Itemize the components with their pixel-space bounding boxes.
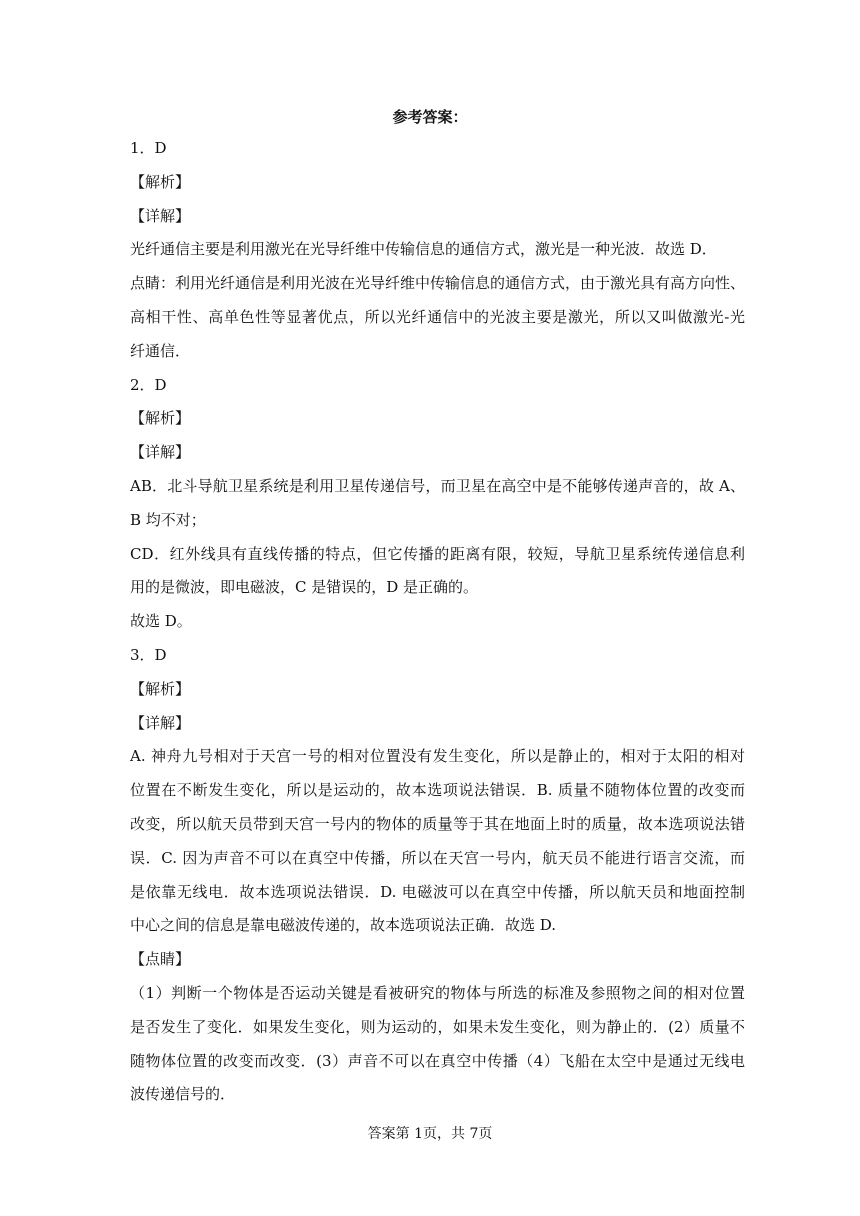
page-title: 参考答案：: [392, 108, 468, 126]
text-line: 随物体位置的改变而改变．(3）声音不可以在真空中传播（4）飞船在太空中是通过无线电: [130, 1051, 745, 1070]
analysis-heading: 【解析】: [130, 172, 191, 191]
text-line: 波传递信号的．: [130, 1085, 236, 1104]
text-line: （1）判断一个物体是否运动关键是看被研究的物体与所选的标准及参照物之间的相对位置: [130, 983, 745, 1002]
text-line: 中心之间的信息是靠电磁波传递的，故本选项说法正确．故选 D.: [130, 916, 557, 935]
answer-number-3: 3．D: [130, 645, 167, 664]
text-line: B 均不对；: [130, 510, 206, 529]
text-line: 点睛：利用光纤通信是利用光波在光导纤维中传输信息的通信方式，由于激光具有高方向性、: [130, 274, 746, 293]
text-line: 是依靠无线电．故本选项说法错误．D. 电磁波可以在真空中传播，所以航天员和地面控制: [130, 882, 745, 901]
text-line: A. 神舟九号相对于天宫一号的相对位置没有发生变化，所以是静止的，相对于太阳的相对: [130, 747, 745, 766]
text-line: 光纤通信主要是利用激光在光导纤维中传输信息的通信方式，激光是一种光波．故选 D．: [130, 240, 717, 259]
answer-content: [130, 132, 745, 1112]
text-line: 用的是微波，即电磁波，C 是错误的，D 是正确的。: [130, 578, 479, 597]
text-line: 高相干性、高单色性等显著优点，所以光纤通信中的光波主要是激光，所以又叫做激光-光: [130, 307, 745, 326]
answer-number-2: 2．D: [130, 375, 167, 394]
text-line: AB．北斗导航卫星系统是利用卫星传递信号，而卫星在高空中是不能够传递声音的，故 A、: [130, 476, 745, 495]
text-line: 改变，所以航天员带到天宫一号内的物体的质量等于其在地面上时的质量，故本选项说法错: [130, 814, 745, 833]
detail-heading: 【详解】: [130, 443, 191, 462]
text-line: 纤通信．: [130, 341, 191, 360]
text-line: 故选 D。: [130, 612, 192, 631]
page-footer: 答案第 1页，共 7页: [367, 1126, 493, 1142]
analysis-heading: 【解析】: [130, 409, 191, 428]
detail-heading: 【详解】: [130, 206, 191, 225]
text-line: 是否发生了变化．如果发生变化，则为运动的，如果未发生变化，则为静止的．(2）质量不: [130, 1017, 745, 1036]
comment-heading: 【点睛】: [130, 950, 191, 969]
text-line: CD．红外线具有直线传播的特点，但它传播的距离有限，较短，导航卫星系统传递信息利: [130, 544, 745, 563]
text-line: 误．C. 因为声音不可以在真空中传播，所以在天宫一号内，航天员不能进行语言交流，而: [130, 848, 745, 867]
analysis-heading: 【解析】: [130, 679, 191, 698]
answer-number-1: 1．D: [130, 139, 167, 157]
text-line: 位置在不断发生变化，所以是运动的，故本选项说法错误．B. 质量不随物体位置的改变而: [130, 781, 745, 800]
detail-heading: 【详解】: [130, 713, 191, 732]
